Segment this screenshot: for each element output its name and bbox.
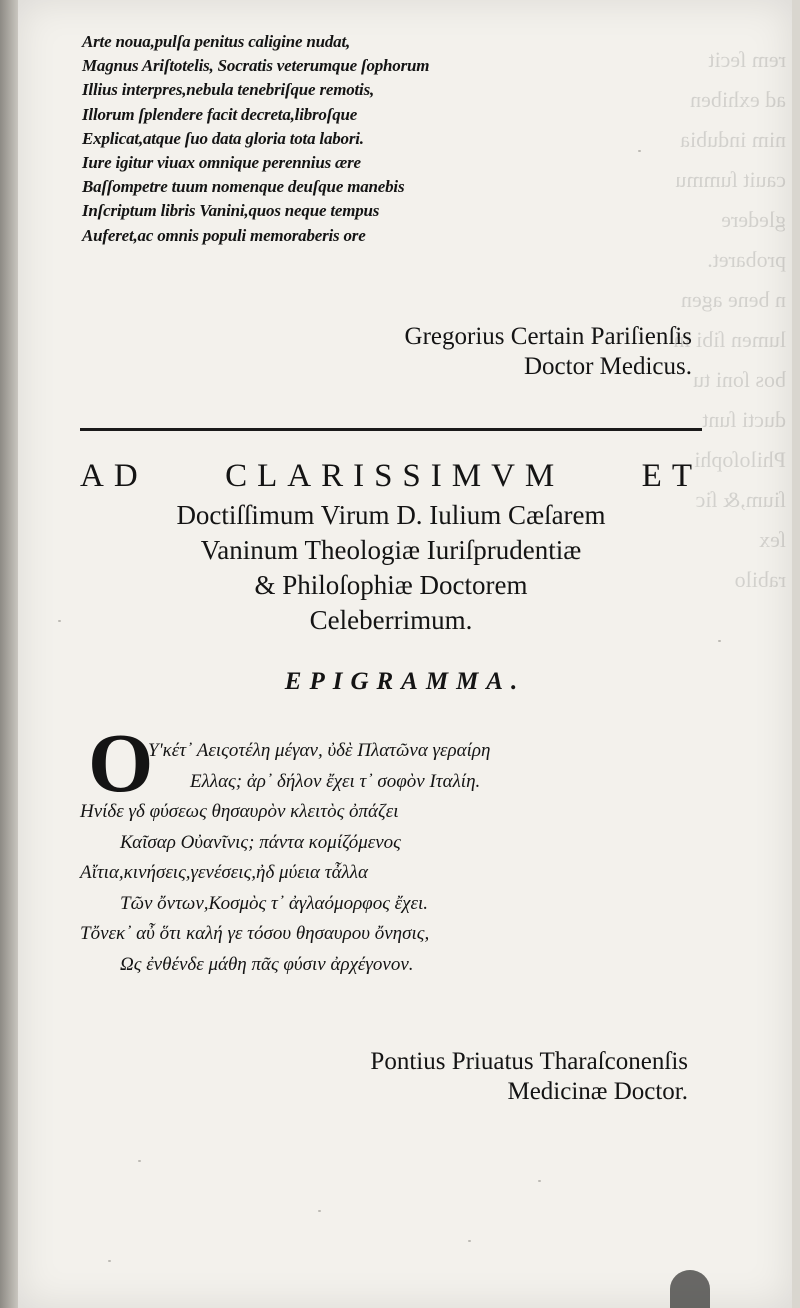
poem-line: Illorum ſplendere facit decreta,libroſque [82, 104, 358, 124]
poem-line: Arte noua,pulſa penitus caligine nudat, [82, 32, 351, 51]
heading-word: CLARISSIMVM [225, 458, 565, 494]
section-rule [80, 428, 702, 431]
poem-line: Magnus Ariſtotelis, Socratis veterumque ſophorum [82, 56, 430, 76]
heading-line: Vaninum Theologiæ Iuriſprudentiæ [200, 535, 582, 565]
greek-line: Ηνίδε γδ φύσεως θησαυρὸν κλειτὸς ὀπάζει [80, 801, 399, 822]
greek-line: Καῖσαρ Οὐανῖνις; πάντα κομίζόμενος [120, 831, 401, 853]
heading-word: ET [641, 458, 702, 494]
gutter-shadow [0, 0, 18, 1308]
poem-line: Baſſompetre tuum nomenque deuſque manebis [82, 177, 405, 197]
greek-epigram [80, 736, 720, 980]
greek-line: Αἴτια,κινήσεις,γενέσεις,ἠδ μύεια τἆλλα [80, 862, 368, 883]
greek-line: Ως ἐνθένδε μάθη πᾶς φύσιν ἀρχέγονον. [120, 953, 414, 975]
poem-line: Iure igitur viuax omnique perennius ære [82, 153, 361, 173]
dedication-heading [80, 498, 702, 638]
drop-cap: O [88, 717, 154, 810]
book-page [18, 0, 792, 1308]
signature-certain [405, 322, 692, 382]
poem-line: Explicat,atque ſuo data gloria tota labori. [82, 128, 364, 148]
stain-mark [670, 1270, 710, 1308]
signature-name: Gregorius Certain Pariſienſis [404, 323, 692, 350]
poem-line: Illius interpres,nebula tenebriſque remotis, [82, 80, 375, 100]
greek-line: Τὄνεκ᾽ αὖ ὅτι καλή γε τόσου θησαυρου ὄνησις, [80, 923, 430, 944]
heading-line: Doctiſſimum Virum D. Iulium Cæſarem [176, 500, 606, 530]
signature-title: Doctor Medicus. [523, 353, 692, 380]
dedication-heading-line1 [80, 456, 702, 496]
heading-word: AD [80, 458, 148, 494]
greek-line: Τῶν ὄντων,Κοσμὸς τ᾽ ἀγλαόμορφος ἔχει. [120, 892, 429, 914]
poem-line: Auferet,ac omnis populi memoraberis ore [82, 225, 366, 245]
greek-line: Υ'κέτ᾽ Αειςοτέλη μέγαν, ὐδὲ Πλατῶνα γεραίρη [148, 740, 491, 761]
signature-priuatus [370, 1047, 688, 1107]
bleed-through-text: rem ſecit ad exhiben nim indubia cauit ſummu gledere probaret. n bene agen lumen ſibi in bos ſoni tu ducti ſunt Philoſophi ſium,& ſic ſex rabilo [673, 47, 786, 592]
signature-name: Pontius Priuatus Tharaſconenſis [370, 1048, 688, 1075]
signature-title: Medicinæ Doctor. [507, 1078, 688, 1105]
poem-line: Inſcriptum libris Vanini,quos neque tempus [82, 201, 380, 221]
latin-poem [82, 30, 602, 248]
heading-line: Celeberrimum. [309, 605, 473, 635]
greek-line: Ελλας; ἀρ᾽ δήλον ἔχει τ᾽ σοφὸν Ιταλίη. [190, 770, 481, 792]
heading-line: & Philoſophiæ Doctorem [254, 570, 528, 600]
epigram-title: EPIGRAMMA. [284, 668, 526, 695]
